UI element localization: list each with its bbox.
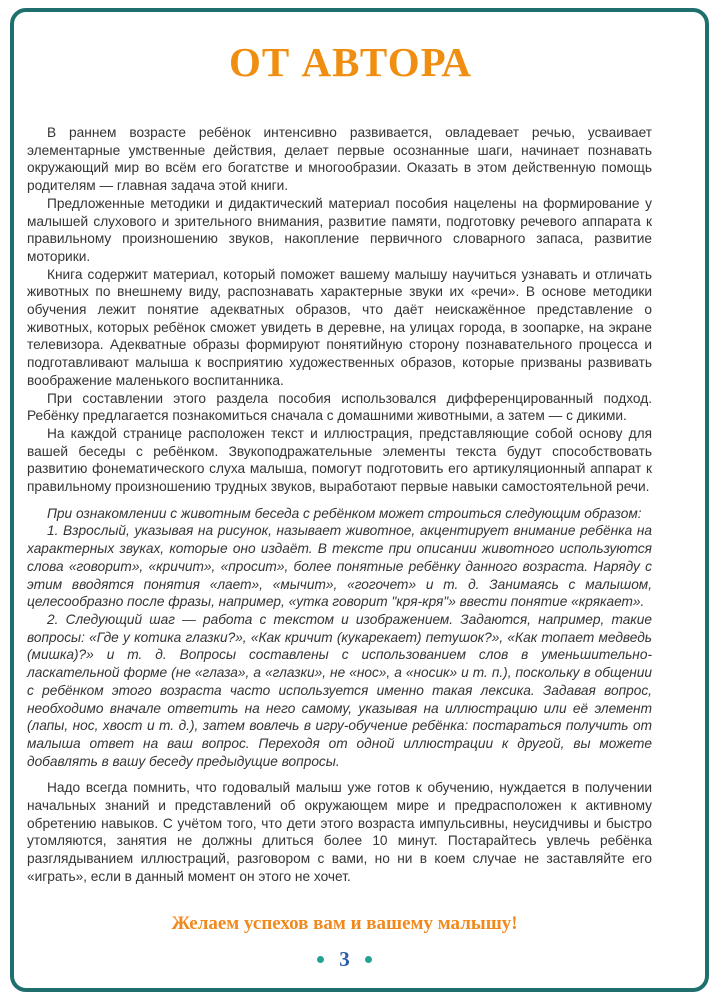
paragraph: На каждой странице расположен текст и иллюстрация, представляющие собой основу для вашей беседы с ребёнком. Звукоподражательные элементы текста будут способствовать развитию фонематического слуха малыша, помогут подготовить его артикуляционный аппарат к правильному произношению трудных звуков, выработают первые навыки самостоятельной речи. [27,425,652,495]
page-content [27,0,652,972]
page-number-right-dot-icon [365,956,372,963]
paragraph: При ознакомлении с животным беседа с ребёнком может строиться следующим образом: [47,505,642,521]
page-number-row [32,947,657,972]
paragraph: В раннем возрасте ребёнок интенсивно развивается, овладевает речью, усваивает элементарные умственные действия, делает первые осознанные шаги, начинает познавать окружающий мир во всём его богатстве и многообразии. Оказать в этом действенную помощь родителям — главная задача этой книги. [27,125,652,194]
paragraph: 1. Взрослый, указывая на рисунок, называет животное, акцентирует внимание ребёнка на характерных звуках, которые оно издаёт. В тексте при описании животного используются слова «говорит», «кричит», «просит», более понятные ребёнку данного возраста. Наряду с этим вводятся понятия «лает», «мычит», «гогочет» и т. д. Занимаясь с малышом, целесообразно после фразы, например, «утка говорит "кря-кря"» ввести понятие «крякает». [27,523,652,610]
paragraphs [27,124,652,886]
paragraph: Книга содержит материал, который поможет вашему малышу научиться узнавать и отличать животных по внешнему виду, распознавать характерные звуки их «речи». В основе методики обучения лежит понятие адекватных образов, что даёт неискажённое представление о животных, которых ребёнок сможет увидеть в деревне, на улицах города, в зоопарке, на экране телевизора. Адекватные образы формируют понятийную сторону познавательного процесса и подготавливают малыша к восприятию художественных образов, которые призваны развивать воображение маленького воспитанника. [27,266,652,388]
paragraph: Надо всегда помнить, что годовалый малыш уже готов к обучению, нуждается в получении начальных знаний и представлений об окружающем мире и предрасположен к активному обретению навыков. С учётом того, что дети этого возраста импульсивны, неусидчивы и быстро утомляются, занятия не должны длиться более 10 минут. Постарайтесь увлечь ребёнка разглядыванием иллюстраций, разговором с вами, но ни в коем случае не заставляйте его «играть», если в данный момент он этого не хочет. [27,780,652,884]
page-title: ОТ АВТОРА [228,39,472,85]
paragraph: 2. Следующий шаг — работа с текстом и изображением. Задаются, например, такие вопросы: «Где у котика глазки?», «Как кричит (кукарекает) петушок?», «Как топает медведь (мишка)?» и т. д. Вопросы составлены с использованием слов в уменьшительно-ласкательной форме (не «глаза», а «глазки», не «нос», а «носик» и т. п.), поскольку в общении с ребёнком этого возраста часто используется именно такая лексика. Задавая вопрос, необходимо вначале ответить на него самому, указывая на иллюстрацию или её элемент (лапы, нос, хвост и т. д.), затем вовлечь в игру-обучение ребёнка: постараться получить от малыша ответ на ваш вопрос. Переходя от одной иллюстрации к другой, вы можете добавлять в вашу беседу предыдущие вопросы. [27,611,652,769]
paragraph: Предложенные методики и дидактический материал пособия нацелены на формирование у малышей слухового и зрительного внимания, развитие памяти, подготовку речевого аппарата к правильному произношению звуков, накопление первичного словарного запаса, развитие моторики. [27,195,652,264]
page-number: 3 [339,946,350,971]
paragraph: При составлении этого раздела пособия использовался дифференцированный подход. Ребёнку предлагается познакомиться сначала с домашними животными, а затем — с дикими. [27,390,652,424]
page-number-left-dot-icon [317,956,324,963]
closing-wish: Желаем успехов вам и вашему малышу! [171,912,518,934]
